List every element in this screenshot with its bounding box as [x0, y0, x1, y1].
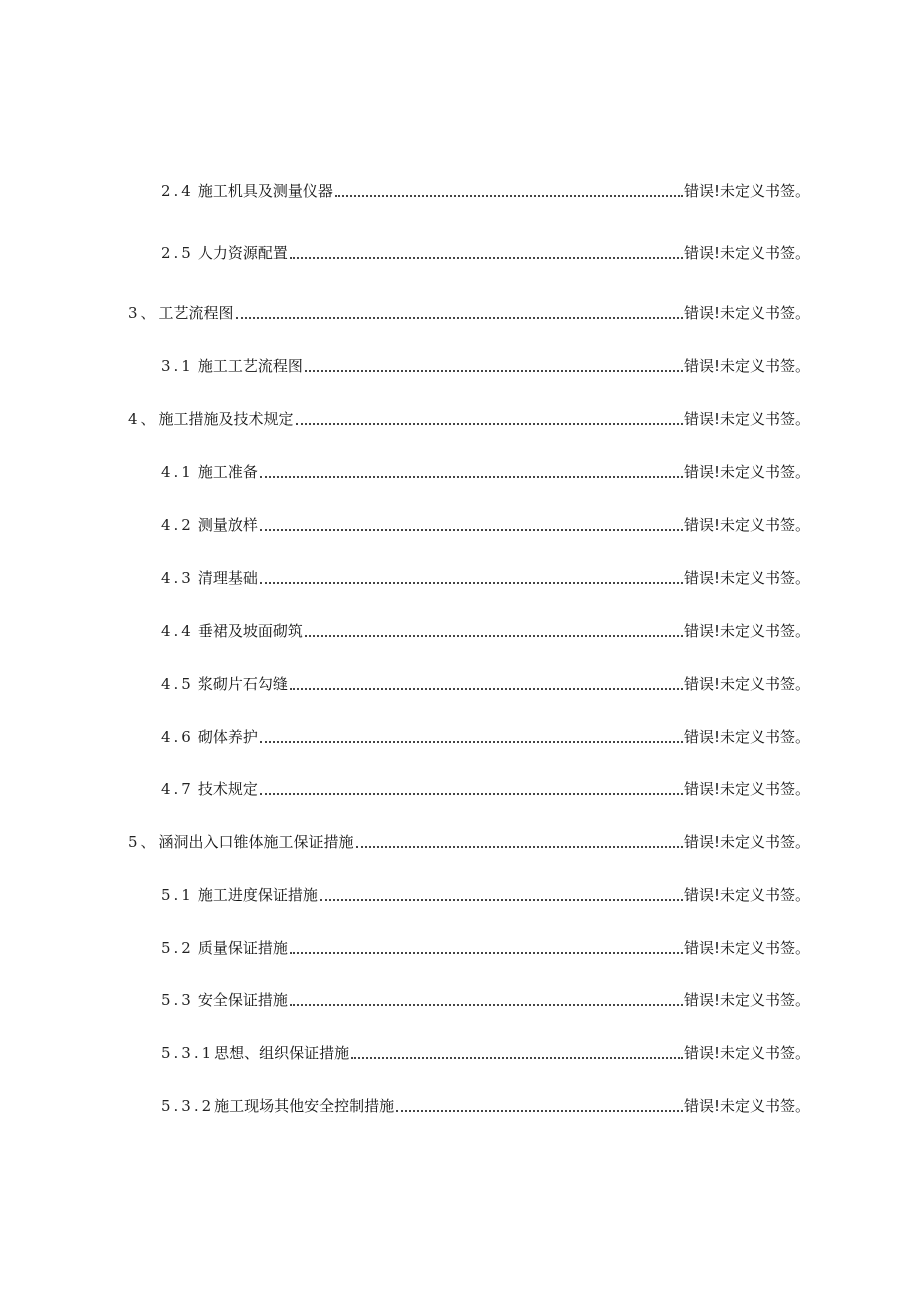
dot-leader: [290, 254, 683, 259]
toc-entry-5[interactable]: [0, 832, 810, 852]
toc-entry-2-5[interactable]: [0, 243, 810, 263]
toc-entry-number: 4、: [128, 410, 159, 428]
toc-entry-page-ref: 错误!未定义书签。: [683, 780, 810, 798]
toc-entry-number: 4.7: [161, 780, 194, 798]
toc-entry-page-ref: 错误!未定义书签。: [683, 244, 810, 262]
dot-leader: [260, 473, 683, 478]
toc-entry-number: 2.5: [161, 244, 194, 262]
toc-entry-5-3[interactable]: [0, 990, 810, 1010]
dot-leader: [290, 685, 683, 690]
toc-entry-title: 质量保证措施: [197, 939, 288, 957]
dot-leader: [335, 192, 683, 197]
toc-entry-page-ref: 错误!未定义书签。: [683, 675, 810, 693]
dot-leader: [305, 367, 683, 372]
toc-entry-page-ref: 错误!未定义书签。: [683, 622, 810, 640]
toc-entry-number: 4.2: [161, 516, 194, 534]
toc-entry-number: 4.1: [161, 463, 194, 481]
toc-entry-title: 思想、组织保证措施: [214, 1044, 350, 1062]
toc-entry-5-1[interactable]: [0, 885, 810, 905]
dot-leader: [290, 1001, 683, 1006]
toc-entry-page-ref: 错误!未定义书签。: [683, 304, 810, 322]
dot-leader: [260, 579, 683, 584]
dot-leader: [396, 1107, 683, 1112]
dot-leader: [296, 420, 683, 425]
toc-entry-page-ref: 错误!未定义书签。: [683, 182, 810, 200]
toc-entry-number: 4.4: [161, 622, 194, 640]
toc-entry-page-ref: 错误!未定义书签。: [683, 991, 810, 1009]
toc-entry-page-ref: 错误!未定义书签。: [683, 357, 810, 375]
dot-leader: [305, 632, 683, 637]
toc-entry-title: 人力资源配置: [197, 244, 288, 262]
toc-entry-title: 施工机具及测量仪器: [197, 182, 333, 200]
dot-leader: [236, 314, 683, 319]
toc-entry-page-ref: 错误!未定义书签。: [683, 463, 810, 481]
toc-entry-number: 5.1: [161, 886, 194, 904]
toc-entry-title: 涵洞出入口锥体施工保证措施: [158, 833, 354, 851]
toc-entry-page-ref: 错误!未定义书签。: [683, 728, 810, 746]
toc-entry-2-4[interactable]: [0, 181, 810, 201]
toc-entry-3[interactable]: [0, 303, 810, 323]
toc-entry-page-ref: 错误!未定义书签。: [683, 833, 810, 851]
toc-entry-number: 2.4: [161, 182, 194, 200]
toc-entry-4-5[interactable]: [0, 674, 810, 694]
toc-entry-number: 4.5: [161, 675, 194, 693]
toc-entry-title: 施工进度保证措施: [197, 886, 318, 904]
toc-entry-4-3[interactable]: [0, 568, 810, 588]
dot-leader: [356, 843, 683, 848]
toc-entry-number: 5.3.1: [161, 1044, 215, 1062]
toc-entry-number: 5.2: [161, 939, 194, 957]
toc-entry-4-4[interactable]: [0, 621, 810, 641]
toc-entry-number: 3.1: [161, 357, 194, 375]
toc-entry-title: 施工工艺流程图: [197, 357, 303, 375]
toc-entry-4-2[interactable]: [0, 515, 810, 535]
toc-entry-page-ref: 错误!未定义书签。: [683, 1044, 810, 1062]
toc-entry-number: 5.3.2: [161, 1097, 215, 1115]
toc-entry-page-ref: 错误!未定义书签。: [683, 886, 810, 904]
dot-leader: [290, 949, 683, 954]
toc-entry-title: 安全保证措施: [197, 991, 288, 1009]
toc-entry-number: 3、: [128, 304, 159, 322]
toc-entry-title: 清理基础: [197, 569, 258, 587]
toc-entry-title: 技术规定: [197, 780, 258, 798]
toc-entry-number: 5.3: [161, 991, 194, 1009]
dot-leader: [320, 896, 683, 901]
toc-entry-number: 4.6: [161, 728, 194, 746]
toc-entry-4-6[interactable]: [0, 727, 810, 747]
dot-leader: [260, 526, 683, 531]
toc-entry-title: 浆砌片石勾缝: [197, 675, 288, 693]
toc-entry-title: 砌体养护: [197, 728, 258, 746]
toc-entry-title: 工艺流程图: [158, 304, 234, 322]
toc-entry-page-ref: 错误!未定义书签。: [683, 939, 810, 957]
toc-entry-page-ref: 错误!未定义书签。: [683, 569, 810, 587]
toc-entry-title: 施工准备: [197, 463, 258, 481]
toc-entry-number: 5、: [128, 833, 159, 851]
toc-entry-5-3-1[interactable]: [0, 1043, 810, 1063]
toc-entry-title: 施工措施及技术规定: [158, 410, 294, 428]
toc-entry-title: 测量放样: [197, 516, 258, 534]
toc-entry-5-2[interactable]: [0, 938, 810, 958]
toc-entry-5-3-2[interactable]: [0, 1096, 810, 1116]
toc-entry-page-ref: 错误!未定义书签。: [683, 1097, 810, 1115]
dot-leader: [260, 790, 683, 795]
toc-entry-4-1[interactable]: [0, 462, 810, 482]
toc-entry-3-1[interactable]: [0, 356, 810, 376]
dot-leader: [351, 1054, 683, 1059]
toc-entry-4-7[interactable]: [0, 779, 810, 799]
toc-entry-title: 施工现场其他安全控制措施: [214, 1097, 395, 1115]
toc-entry-title: 垂裙及坡面砌筑: [197, 622, 303, 640]
toc-entry-number: 4.3: [161, 569, 194, 587]
toc-entry-page-ref: 错误!未定义书签。: [683, 516, 810, 534]
dot-leader: [260, 738, 683, 743]
toc-entry-4[interactable]: [0, 409, 810, 429]
toc-entry-page-ref: 错误!未定义书签。: [683, 410, 810, 428]
